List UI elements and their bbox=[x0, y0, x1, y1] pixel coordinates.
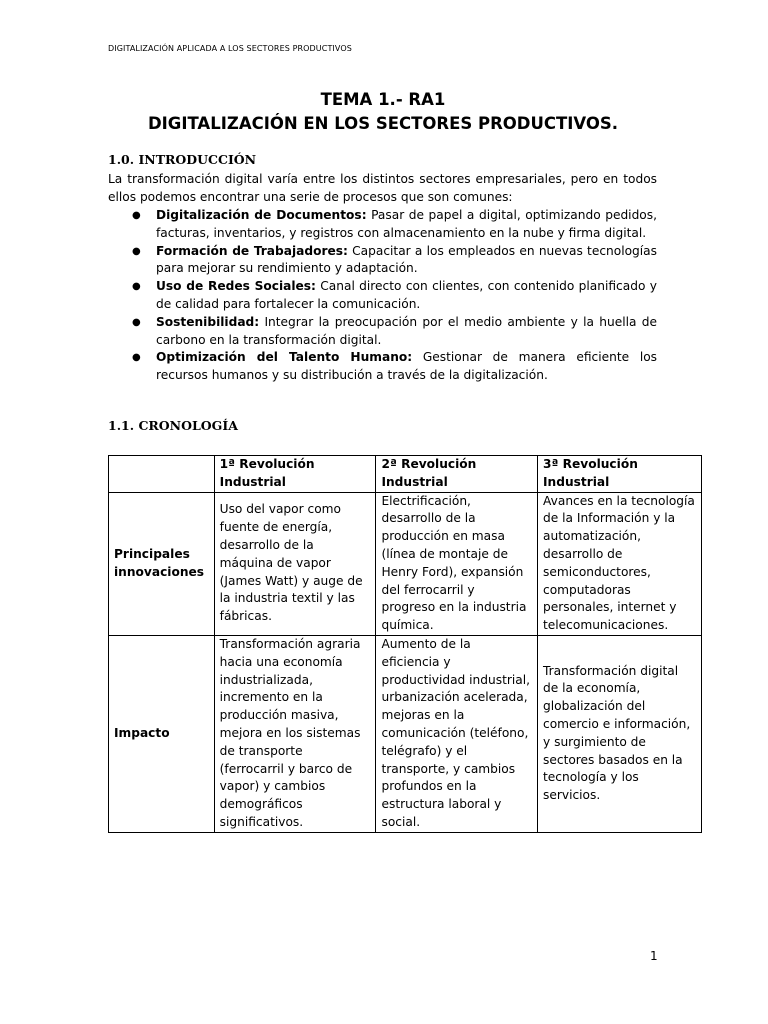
list-item bbox=[108, 278, 657, 314]
table-cell: Avances en la tecnología de la Información y la automatización, desarrollo de semiconductores, computadoras personales, internet y telecomunicaciones. bbox=[538, 492, 702, 635]
table-cell: Transformación digital de la economía, globalización del comercio e información, y surgimiento de sectores basados en la tecnología y los servicios. bbox=[538, 635, 702, 832]
chronology-table bbox=[108, 455, 702, 833]
table-cell: Uso del vapor como fuente de energía, desarrollo de la máquina de vapor (James Watt) y auge de la industria textil y las fábricas. bbox=[214, 492, 376, 635]
table-header-row bbox=[109, 456, 702, 493]
intro-paragraph: La transformación digital varía entre los distintos sectores empresariales, pero en todos ellos podemos encontrar una serie de procesos que son comunes: bbox=[108, 172, 657, 204]
bullet-icon: ● bbox=[132, 316, 141, 328]
list-item-text: Integrar la preocupación por el medio ambiente y la huella de carbono en la transformación digital. bbox=[156, 314, 657, 347]
document-subtitle: DIGITALIZACIÓN EN LOS SECTORES PRODUCTIVOS. bbox=[147, 114, 619, 133]
document-title: TEMA 1.- RA1 bbox=[320, 90, 446, 109]
list-item bbox=[108, 314, 657, 350]
table-row bbox=[109, 492, 702, 635]
table-cell: Electrificación, desarrollo de la producción en masa (línea de montaje de Henry Ford), expansión del ferrocarril y progreso en la industria química. bbox=[376, 492, 538, 635]
bullet-icon: ● bbox=[132, 245, 141, 257]
running-header: DIGITALIZACIÓN APLICADA A LOS SECTORES PRODUCTIVOS bbox=[108, 44, 352, 53]
list-item-term: Formación de Trabajadores: bbox=[156, 243, 348, 258]
page-number: 1 bbox=[650, 949, 658, 963]
list-item-term: Digitalización de Documentos: bbox=[156, 208, 367, 222]
table-header-cell bbox=[109, 456, 215, 493]
section-heading-introduccion: 1.0. INTRODUCCIÓN bbox=[108, 152, 257, 167]
bullet-icon: ● bbox=[132, 281, 141, 293]
bullet-icon: ● bbox=[132, 352, 141, 364]
list-item-term: Sostenibilidad: bbox=[156, 314, 260, 329]
table-header-cell: 1ª Revolución Industrial bbox=[214, 456, 376, 493]
list-item-term: Uso de Redes Sociales: bbox=[156, 279, 316, 294]
table-header-cell: 2ª Revolución Industrial bbox=[376, 456, 538, 493]
list-item bbox=[108, 243, 657, 279]
process-list bbox=[108, 207, 657, 385]
table-header-cell: 3ª Revolución Industrial bbox=[538, 456, 702, 493]
list-item-text: Gestionar de manera eficiente los recursos humanos y su distribución a través de la digitalización. bbox=[156, 350, 658, 383]
list-item-text: Capacitar a los empleados en nuevas tecnologías para mejorar su rendimiento y adaptación. bbox=[156, 243, 658, 276]
bullet-icon: ● bbox=[132, 210, 141, 221]
row-label: Principales innovaciones bbox=[109, 492, 215, 635]
list-item-text: Canal directo con clientes, con contenido planificado y de calidad para fortalecer la comunicación. bbox=[156, 279, 657, 311]
table-row bbox=[109, 635, 702, 832]
list-item bbox=[108, 349, 657, 385]
section-heading-cronologia: 1.1. CRONOLOGÍA bbox=[108, 418, 238, 433]
table-cell: Aumento de la eficiencia y productividad industrial, urbanización acelerada, mejoras en la comunicación (teléfono, telégrafo) y el transporte, y cambios profundos en la estructura laboral y social. bbox=[376, 635, 538, 832]
list-item bbox=[108, 207, 657, 243]
table-cell: Transformación agraria hacia una economía industrializada, incremento en la producción masiva, mejora en los sistemas de transporte (ferrocarril y barco de vapor) y cambios demográficos significativos. bbox=[214, 635, 376, 832]
list-item-term: Optimización del Talento Humano: bbox=[156, 350, 413, 365]
row-label: Impacto bbox=[109, 635, 215, 832]
list-item-text: Pasar de papel a digital, optimizando pedidos, facturas, inventarios, y registros con almacenamiento en la nube y firma digital. bbox=[156, 208, 657, 240]
title-block bbox=[108, 88, 658, 136]
